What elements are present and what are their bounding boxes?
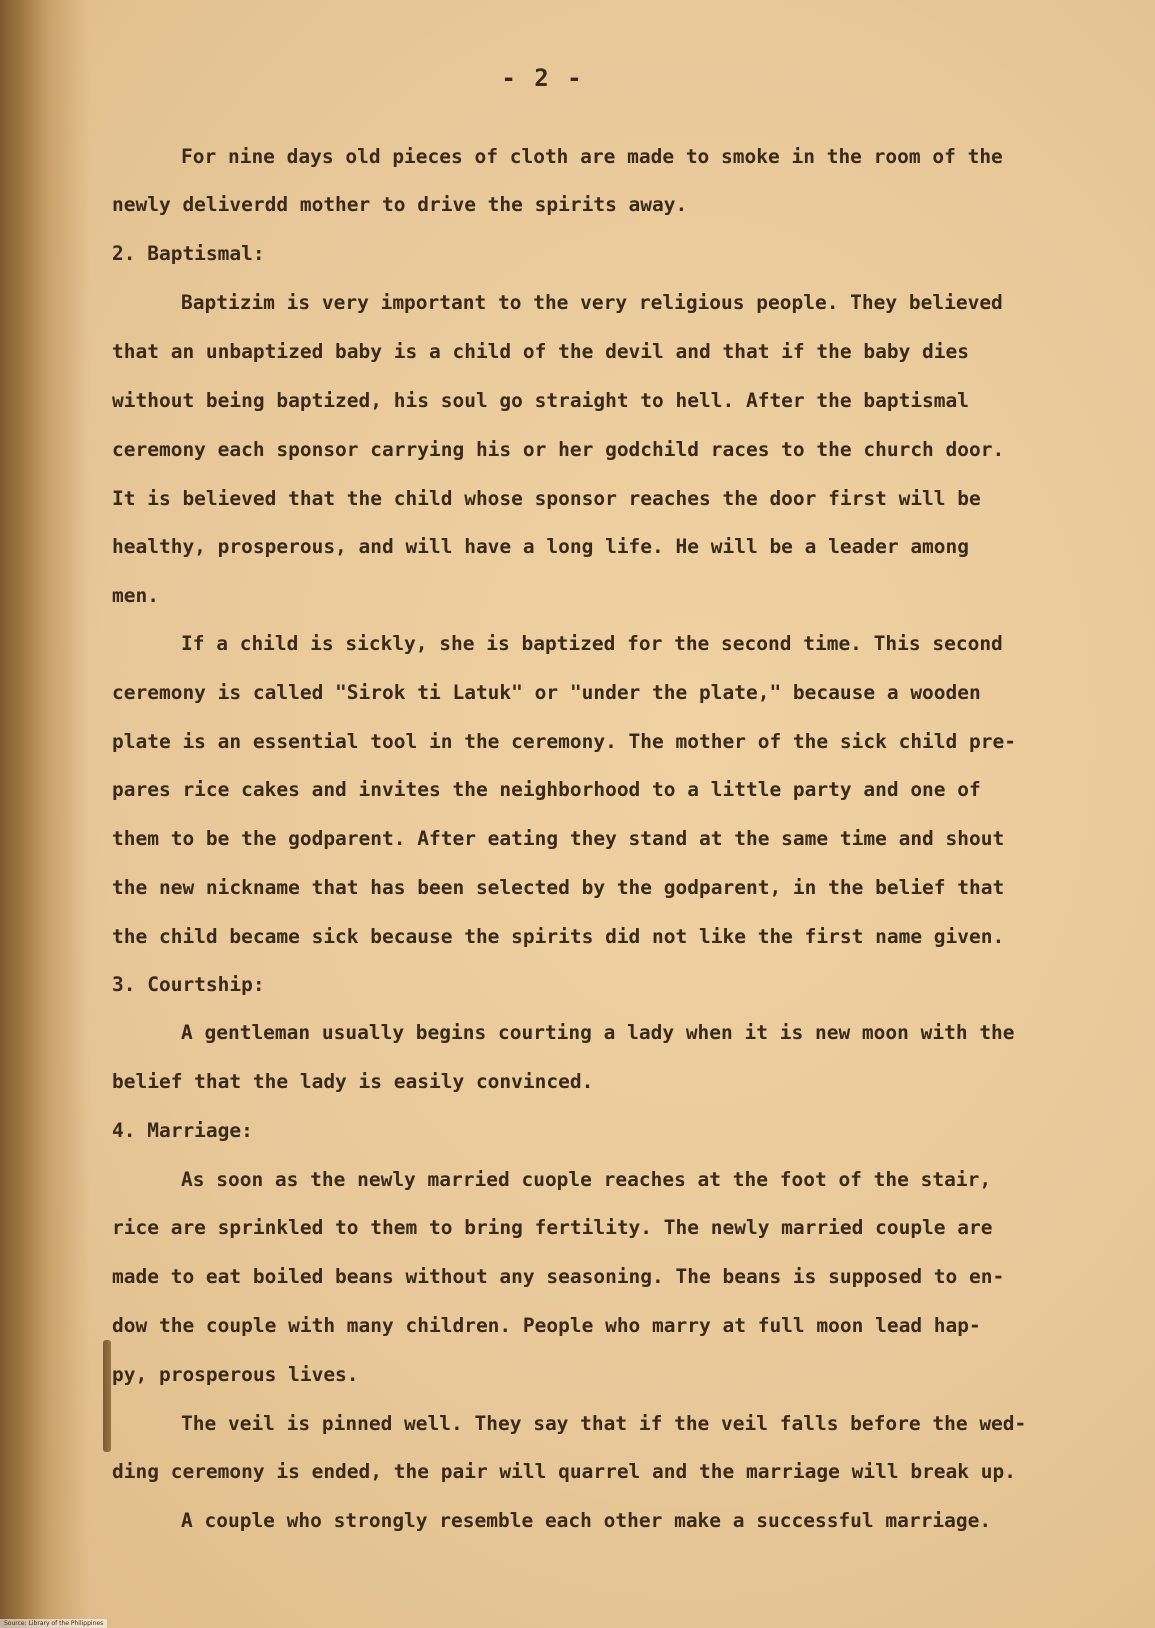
text-line: ding ceremony is ended, the pair will quarrel and the marriage will break up.: [112, 1460, 1016, 1483]
section-heading-courtship: 3. Courtship:: [112, 973, 265, 996]
text-line: newly deliverdd mother to drive the spirits away.: [112, 193, 688, 216]
text-line: A gentleman usually begins courting a lady when it is new moon with the: [181, 1021, 1015, 1044]
text-line: plate is an essential tool in the ceremony. The mother of the sick child pre-: [112, 730, 1016, 753]
text-line: It is believed that the child whose sponsor reaches the door first will be: [112, 487, 981, 510]
source-footer: Source: Library of the Philippines: [0, 1619, 107, 1628]
text-line: For nine days old pieces of cloth are made to smoke in the room of the: [181, 145, 1003, 168]
text-line: them to be the godparent. After eating they stand at the same time and shout: [112, 827, 1005, 850]
text-line: A couple who strongly resemble each other make a successful marriage.: [181, 1509, 992, 1532]
text-line: Baptizim is very important to the very religious people. They believed: [181, 291, 1003, 314]
section-heading-baptismal: 2. Baptismal:: [112, 242, 265, 265]
text-line: without being baptized, his soul go straight to hell. After the baptismal: [112, 389, 970, 412]
text-line: that an unbaptized baby is a child of the devil and that if the baby dies: [112, 340, 970, 363]
tape-mark: [103, 1340, 111, 1452]
text-line: If a child is sickly, she is baptized for the second time. This second: [181, 632, 1003, 655]
text-line: py, prosperous lives.: [112, 1363, 359, 1386]
text-line: dow the couple with many children. People who marry at full moon lead hap-: [112, 1314, 981, 1337]
text-line: rice are sprinkled to them to bring fertility. The newly married couple are: [112, 1216, 993, 1239]
text-line: healthy, prosperous, and will have a long life. He will be a leader among: [112, 535, 970, 558]
text-line: men.: [112, 584, 159, 607]
text-line: As soon as the newly married cuople reaches at the foot of the stair,: [181, 1168, 992, 1191]
text-line: the new nickname that has been selected by the godparent, in the belief that: [112, 876, 1005, 899]
text-line: the child became sick because the spirits did not like the first name given.: [112, 925, 1005, 948]
text-line: belief that the lady is easily convinced.: [112, 1070, 594, 1093]
section-heading-marriage: 4. Marriage:: [112, 1119, 253, 1142]
page-number: - 2 -: [501, 64, 584, 92]
text-line: The veil is pinned well. They say that if the veil falls before the wed-: [181, 1412, 1027, 1435]
text-line: pares rice cakes and invites the neighborhood to a little party and one of: [112, 778, 981, 801]
text-line: ceremony is called "Sirok ti Latuk" or "under the plate," because a wooden: [112, 681, 981, 704]
text-line: ceremony each sponsor carrying his or her godchild races to the church door.: [112, 438, 1005, 461]
text-line: made to eat boiled beans without any seasoning. The beans is supposed to en-: [112, 1265, 1005, 1288]
